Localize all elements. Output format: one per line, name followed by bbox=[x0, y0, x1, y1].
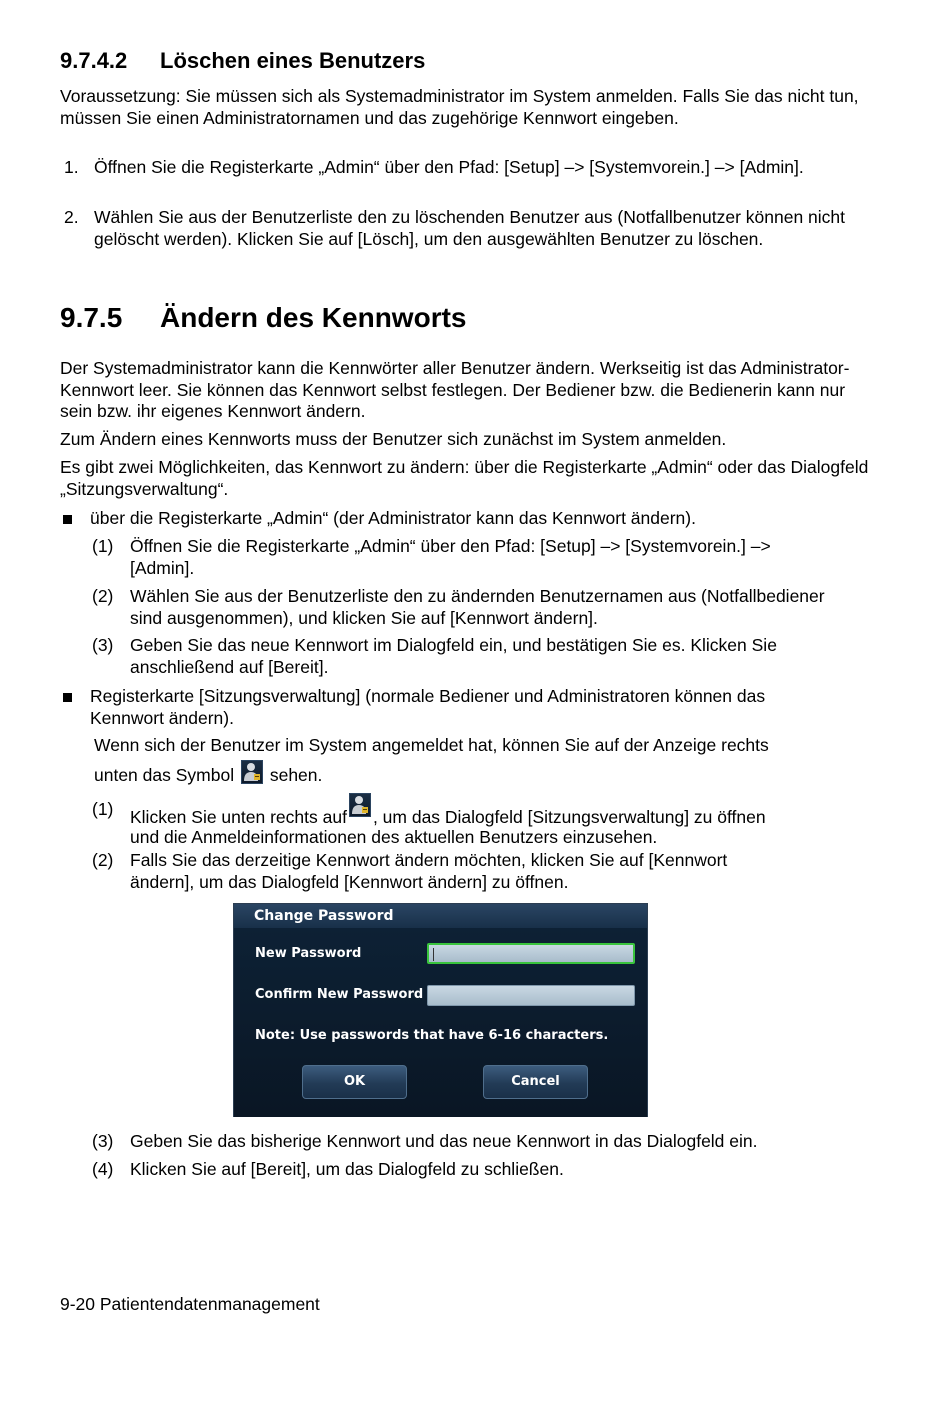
list-marker: 1. bbox=[64, 157, 79, 177]
bullet-square-icon bbox=[63, 693, 72, 702]
list-text-part: Klicken Sie unten rechts auf bbox=[130, 807, 347, 827]
list-text-part: und die Anmeldeinformationen des aktuellen Benutzers einzusehen. bbox=[130, 826, 658, 847]
paragraph: Der Systemadministrator kann die Kennwörter aller Benutzer ändern. Werkseitig ist das Administrator-Kennwort leer. Sie können das Kennwort selbst festlegen. Der Bediener bzw. die Bedienerin kann nur sein bzw. ihr eigenes Kennwort ändern. bbox=[60, 358, 850, 421]
confirm-password-input[interactable] bbox=[427, 985, 635, 1006]
bullet-item bbox=[60, 686, 860, 730]
text-cursor bbox=[433, 948, 434, 961]
list-text: Falls Sie das derzeitige Kennwort ändern möchten, klicken Sie auf [Kennwort ändern], um das Dialogfeld [Kennwort ändern] zu öffnen. bbox=[130, 850, 728, 892]
list-text-part: , um das Dialogfeld [Sitzungsverwaltung] zu öffnen bbox=[372, 807, 766, 827]
note-text: Wenn sich der Benutzer im System angemeldet hat, können Sie auf der Anzeige rechts bbox=[94, 735, 769, 755]
change-password-dialog bbox=[233, 903, 648, 1117]
user-key-icon bbox=[349, 793, 371, 817]
note-text: unten das Symbol bbox=[94, 765, 235, 785]
list-text: Wählen Sie aus der Benutzerliste den zu ändernden Benutzernamen aus (Notfallbediener sind ausgenommen), und klicken Sie auf [Kennwort ändern]. bbox=[130, 586, 825, 628]
list-marker: (2) bbox=[92, 850, 114, 870]
section-number: 9.7.4.2 bbox=[60, 48, 128, 73]
list-marker: (1) bbox=[92, 799, 114, 819]
section-heading-9742 bbox=[60, 48, 425, 74]
list-marker: (1) bbox=[92, 536, 114, 556]
section-number: 9.7.5 bbox=[60, 302, 123, 333]
list-item bbox=[64, 207, 864, 273]
list-marker: (3) bbox=[92, 1131, 114, 1151]
note-text: sehen. bbox=[269, 765, 323, 785]
list-text: Öffnen Sie die Registerkarte „Admin“ über den Pfad: [Setup] –> [Systemvorein.] –> [Admin]. bbox=[94, 157, 804, 177]
list-item bbox=[92, 793, 862, 847]
section-title: Ändern des Kennworts bbox=[160, 302, 467, 333]
paragraph: Es gibt zwei Möglichkeiten, das Kennwort zu ändern: über die Registerkarte „Admin“ oder das Dialogfeld „Sitzungsverwaltung“. bbox=[60, 457, 869, 499]
list-item bbox=[92, 586, 862, 630]
list-item bbox=[92, 635, 862, 679]
list-marker: (3) bbox=[92, 635, 114, 655]
list-marker: 2. bbox=[64, 207, 79, 227]
list-marker: (2) bbox=[92, 586, 114, 606]
list-item bbox=[92, 536, 862, 580]
section-title: Löschen eines Benutzers bbox=[160, 48, 426, 73]
bullet-text: über die Registerkarte „Admin“ (der Administrator kann das Kennwort ändern). bbox=[90, 508, 696, 528]
user-key-icon bbox=[241, 760, 263, 784]
prerequisite-paragraph: Voraussetzung: Sie müssen sich als Systemadministrator im System anmelden. Falls Sie das nicht tun, müssen Sie einen Administratornamen und das zugehörige Kennwort eingeben. bbox=[60, 86, 859, 128]
password-note: Note: Use passwords that have 6-16 characters. bbox=[255, 1028, 609, 1043]
note-line bbox=[94, 735, 854, 757]
list-text: Wählen Sie aus der Benutzerliste den zu löschenden Benutzer aus (Notfallbenutzer können nicht gelöscht werden). Klicken Sie auf [Lösch], um den ausgewählten Benutzer zu löschen. bbox=[94, 207, 846, 249]
page-footer: 9-20 Patientendatenmanagement bbox=[60, 1294, 320, 1314]
list-text: Geben Sie das neue Kennwort im Dialogfeld ein, und bestätigen Sie es. Klicken Sie anschließend auf [Bereit]. bbox=[130, 635, 777, 677]
ok-button[interactable]: OK bbox=[302, 1065, 407, 1099]
list-text: Geben Sie das bisherige Kennwort und das neue Kennwort in das Dialogfeld ein. bbox=[130, 1131, 758, 1151]
paragraph: Zum Ändern eines Kennworts muss der Benutzer sich zunächst im System anmelden. bbox=[60, 429, 727, 449]
list-text: Klicken Sie auf [Bereit], um das Dialogfeld zu schließen. bbox=[130, 1159, 564, 1179]
list-marker: (4) bbox=[92, 1159, 114, 1179]
list-text bbox=[130, 793, 850, 847]
list-item bbox=[92, 850, 862, 894]
dialog-title: Change Password bbox=[234, 904, 647, 928]
bullet-item bbox=[60, 508, 860, 530]
confirm-password-label: Confirm New Password bbox=[255, 987, 424, 1002]
list-item bbox=[64, 157, 864, 201]
bullet-square-icon bbox=[63, 515, 72, 524]
new-password-input[interactable] bbox=[427, 943, 635, 964]
note-line bbox=[94, 760, 854, 788]
list-item bbox=[92, 1159, 862, 1181]
list-item bbox=[92, 1131, 862, 1153]
new-password-label: New Password bbox=[255, 946, 362, 961]
list-text: Öffnen Sie die Registerkarte „Admin“ über den Pfad: [Setup] –> [Systemvorein.] –> [Admin]. bbox=[130, 536, 771, 578]
cancel-button[interactable]: Cancel bbox=[483, 1065, 588, 1099]
dialog-body bbox=[234, 928, 647, 1117]
bullet-text: Registerkarte [Sitzungsverwaltung] (normale Bediener und Administratoren können das Kennwort ändern). bbox=[90, 686, 766, 728]
section-heading-975 bbox=[60, 302, 466, 334]
